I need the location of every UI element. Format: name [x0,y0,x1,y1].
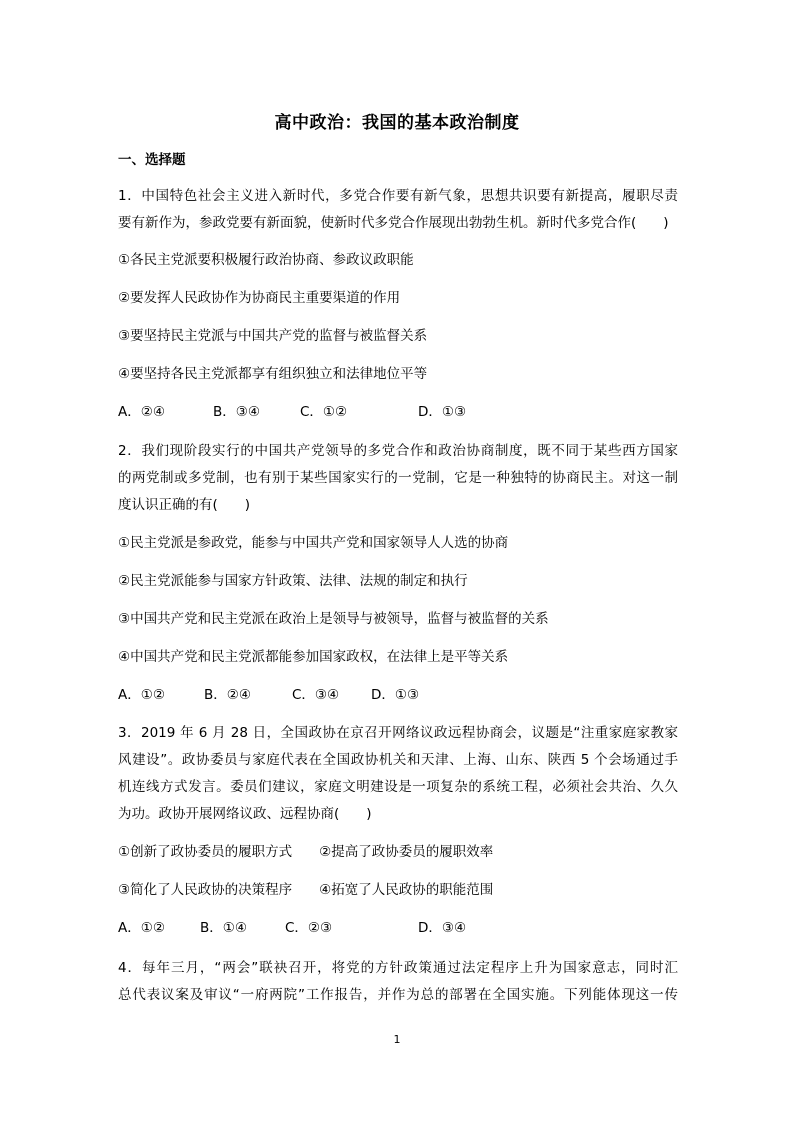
question-1-option-b: B．③④ [213,404,260,420]
page-number: 1 [393,1033,401,1046]
question-3-option-c: C．②③ [285,920,333,936]
question-2-item-4: ④中国共产党和民主党派都能参加国家政权，在法律上是平等关系 [118,649,509,665]
question-2-line-3: 度认识正确的有( ) [118,497,251,513]
question-2-line-2: 的两党制或多党制，也有别于某些国家实行的一党制，它是一种独特的协商民主。对这一制 [118,470,678,486]
question-1-line-1: 1．中国特色社会主义进入新时代，多党合作要有新气象，思想共识要有新提高，履职尽责 [118,188,678,204]
question-2-option-c: C．③④ [292,687,340,703]
question-1-option-a: A．②④ [118,404,165,420]
question-3-item-row-1: ①创新了政协委员的履职方式 ②提高了政协委员的履职效率 [118,844,494,860]
question-3-line-3: 机连线方式发言。委员们建议，家庭文明建设是一项复杂的系统工程，必须社会共治、久久 [118,779,678,795]
question-3-option-a: A．①② [118,920,165,936]
question-1-option-c: C．①② [300,404,348,420]
question-2-option-d: D．①③ [371,687,420,703]
question-2-item-1: ①民主党派是参政党，能参与中国共产党和国家领导人人选的协商 [118,535,509,551]
question-1-item-4: ④要坚持各民主党派都享有组织独立和法律地位平等 [118,366,428,382]
question-2-option-a: A．①② [118,687,165,703]
question-1-option-d: D．①③ [418,404,467,420]
question-3-option-b: B．①④ [200,920,247,936]
question-1-item-2: ②要发挥人民政协作为协商民主重要渠道的作用 [118,290,401,306]
question-3-item-row-2: ③简化了人民政协的决策程序 ④拓宽了人民政协的职能范围 [118,882,494,898]
question-1-line-2: 要有新作为，参政党要有新面貌，使新时代多党合作展现出勃勃生机。新时代多党合作( ) [118,215,669,231]
question-3-line-4: 为功。政协开展网络议政、远程协商( ) [118,806,372,822]
question-4-line-1: 4．每年三月，“两会”联袂召开，将党的方针政策通过法定程序上升为国家意志，同时汇 [118,960,678,976]
question-2-line-1: 2．我们现阶段实行的中国共产党领导的多党合作和政治协商制度，既不同于某些西方国家 [118,443,678,459]
question-1-item-3: ③要坚持民主党派与中国共产党的监督与被监督关系 [118,328,428,344]
question-2-item-2: ②民主党派能参与国家方针政策、法律、法规的制定和执行 [118,573,468,589]
page-title: 高中政治：我国的基本政治制度 [274,113,520,133]
question-4-line-2: 总代表议案及审议“一府两院”工作报告，并作为总的部署在全国实施。下列能体现这一传 [118,987,678,1003]
question-3-line-1: 3．2019 年 6 月 28 日，全国政协在京召开网络议政远程协商会，议题是“注重家庭家教家 [118,725,678,741]
question-3-option-d: D．③④ [418,920,467,936]
question-1-item-1: ①各民主党派要积极履行政治协商、参政议政职能 [118,252,414,268]
question-2-item-3: ③中国共产党和民主党派在政治上是领导与被领导，监督与被监督的关系 [118,611,549,627]
section-heading: 一、选择题 [118,152,186,168]
question-3-line-2: 风建设”。政协委员与家庭代表在全国政协机关和天津、上海、山东、陕西 5 个会场通过手 [118,752,678,768]
question-2-option-b: B．②④ [204,687,251,703]
